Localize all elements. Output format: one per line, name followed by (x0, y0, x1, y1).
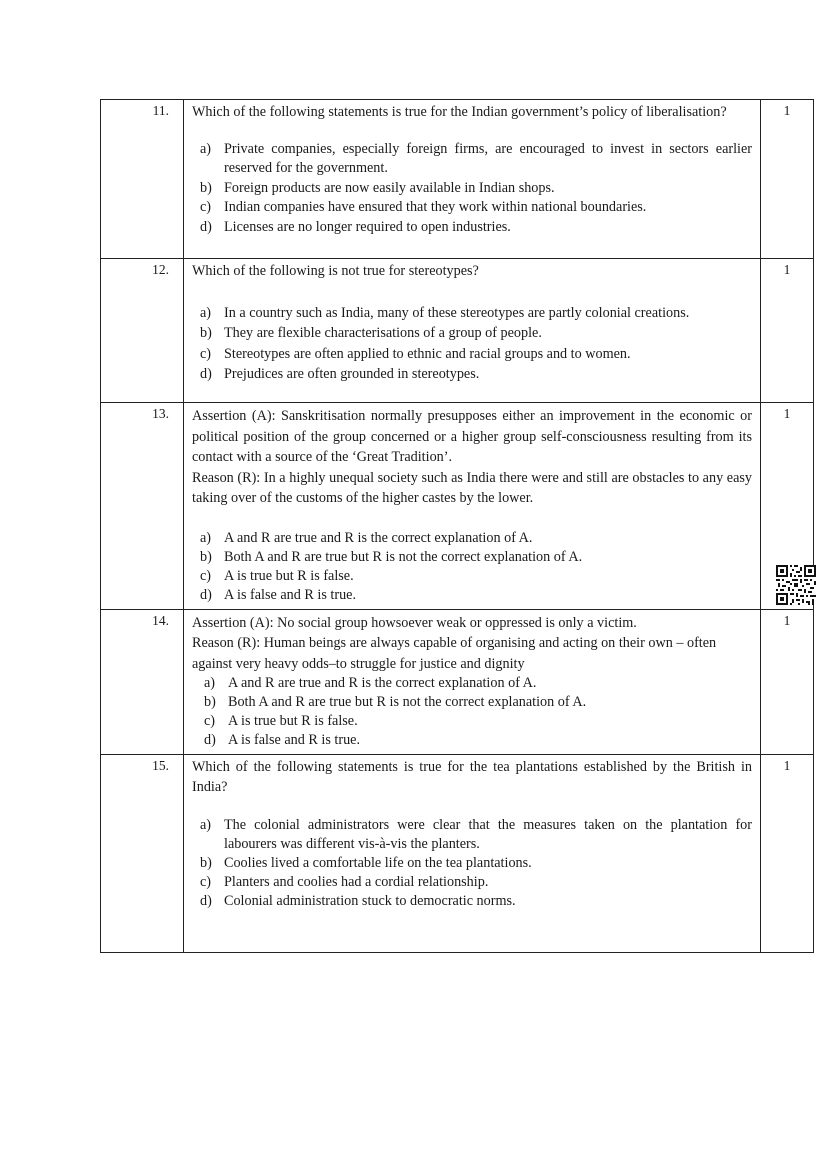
question-stem (192, 758, 752, 797)
option-list (192, 816, 752, 911)
option-item (200, 198, 752, 218)
option-label: a) (200, 529, 212, 546)
option-item (200, 529, 752, 548)
stem-text: Which of the following statements is true for the tea plantations established by the British in India? (192, 759, 752, 795)
option-item (200, 816, 752, 854)
question-row (101, 755, 814, 953)
option-label: b) (200, 179, 212, 196)
question-stem (192, 613, 752, 675)
question-marks: 1 (761, 755, 814, 953)
option-label: d) (204, 732, 216, 748)
question-marks: 1 (761, 609, 814, 755)
option-item (200, 344, 752, 365)
stem-text: Which of the following statements is true for the Indian government’s policy of liberalisation? (192, 104, 727, 120)
question-body (184, 403, 761, 610)
stem-text: Which of the following is not true for stereotypes? (192, 263, 479, 279)
option-label: c) (200, 345, 212, 362)
option-text: Prejudices are often grounded in stereotypes. (224, 366, 480, 382)
option-text: A is false and R is true. (228, 732, 361, 748)
option-text: Private companies, especially foreign firms, are encouraged to invest in sectors earlier reserved for the government. (224, 140, 752, 176)
option-text: A and R are true and R is the correct explanation of A. (228, 675, 537, 691)
question-marks: 1 (761, 403, 814, 610)
option-text: Indian companies have ensured that they work within national boundaries. (224, 199, 647, 215)
option-label: b) (204, 694, 216, 710)
option-label: a) (204, 675, 216, 691)
question-number: 13. (101, 403, 184, 610)
qr-code-icon (776, 565, 816, 605)
assertion-text: Assertion (A): No social group howsoever weak or oppressed is only a victim. (192, 614, 637, 631)
question-number: 14. (101, 609, 184, 755)
option-label: a) (200, 140, 212, 157)
option-label: c) (200, 874, 212, 890)
question-body (184, 609, 761, 755)
question-row (101, 100, 814, 259)
question-marks: 1 (761, 100, 814, 259)
option-text: Both A and R are true but R is not the correct explanation of A. (224, 548, 583, 565)
question-stem (192, 262, 752, 282)
option-list (192, 140, 752, 238)
option-item (200, 854, 752, 873)
option-item (200, 548, 752, 567)
option-text: A is true but R is false. (228, 713, 358, 729)
option-label: c) (200, 199, 212, 215)
question-row (101, 259, 814, 403)
option-label: b) (200, 325, 212, 341)
option-text: Licenses are no longer required to open industries. (224, 218, 511, 235)
option-item (200, 892, 752, 911)
reason-text: Reason (R): In a highly unequal society such as India there were and still are obstacles to any easy taking over of the customs of the higher castes by the lower. (192, 469, 752, 506)
question-table (100, 99, 814, 953)
option-text: Colonial administration stuck to democratic norms. (224, 893, 516, 909)
reason-text: Reason (R): Human beings are always capable of organising and acting on their own – often against very heavy odds–to struggle for justice and dignity (192, 635, 717, 672)
question-row (101, 403, 814, 610)
question-body (184, 259, 761, 403)
option-text: They are flexible characterisations of a group of people. (224, 325, 542, 341)
option-label: d) (200, 586, 212, 603)
option-item (200, 303, 752, 324)
question-row (101, 609, 814, 755)
option-label: d) (200, 366, 212, 382)
option-item (200, 586, 752, 605)
option-item (200, 323, 752, 344)
option-text: A and R are true and R is the correct explanation of A. (224, 529, 533, 546)
option-item (204, 674, 752, 693)
question-stem (192, 103, 752, 123)
option-item (200, 873, 752, 892)
option-text: A is false and R is true. (224, 586, 357, 603)
option-item (204, 693, 752, 712)
option-label: a) (200, 817, 212, 833)
option-item (204, 712, 752, 731)
option-label: a) (200, 304, 212, 321)
option-item (200, 140, 752, 179)
option-label: d) (200, 218, 212, 235)
option-text: The colonial administrators were clear that the measures taken on the plantation for labourers was different vis-à-vis the planters. (224, 817, 752, 852)
option-label: b) (200, 855, 212, 871)
option-label: b) (200, 548, 212, 565)
question-number: 15. (101, 755, 184, 953)
option-label: d) (200, 893, 212, 909)
option-list (192, 303, 752, 385)
option-text: In a country such as India, many of these stereotypes are partly colonial creations. (224, 304, 690, 321)
question-body (184, 755, 761, 953)
option-item (204, 731, 752, 750)
question-body (184, 100, 761, 259)
option-text: Foreign products are now easily available in Indian shops. (224, 179, 555, 196)
option-text: Planters and coolies had a cordial relationship. (224, 874, 489, 890)
question-marks: 1 (761, 259, 814, 403)
option-item (200, 364, 752, 385)
option-text: Stereotypes are often applied to ethnic and racial groups and to women. (224, 345, 631, 362)
option-item (200, 218, 752, 238)
question-number: 11. (101, 100, 184, 259)
question-stem (192, 406, 752, 509)
option-label: c) (200, 567, 212, 584)
option-list (192, 674, 752, 750)
option-item (200, 179, 752, 199)
option-list (192, 529, 752, 605)
option-text: Both A and R are true but R is not the correct explanation of A. (228, 694, 587, 710)
question-number: 12. (101, 259, 184, 403)
assertion-text: Assertion (A): Sanskritisation normally presupposes either an improvement in the economic or political position of the group concerned or a higher group self-consciousness resulting from its contact with a source of the ‘Great Tradition’. (192, 408, 752, 465)
option-text: A is true but R is false. (224, 567, 354, 584)
option-item (200, 567, 752, 586)
option-text: Coolies lived a comfortable life on the tea plantations. (224, 855, 532, 871)
option-label: c) (204, 713, 216, 729)
